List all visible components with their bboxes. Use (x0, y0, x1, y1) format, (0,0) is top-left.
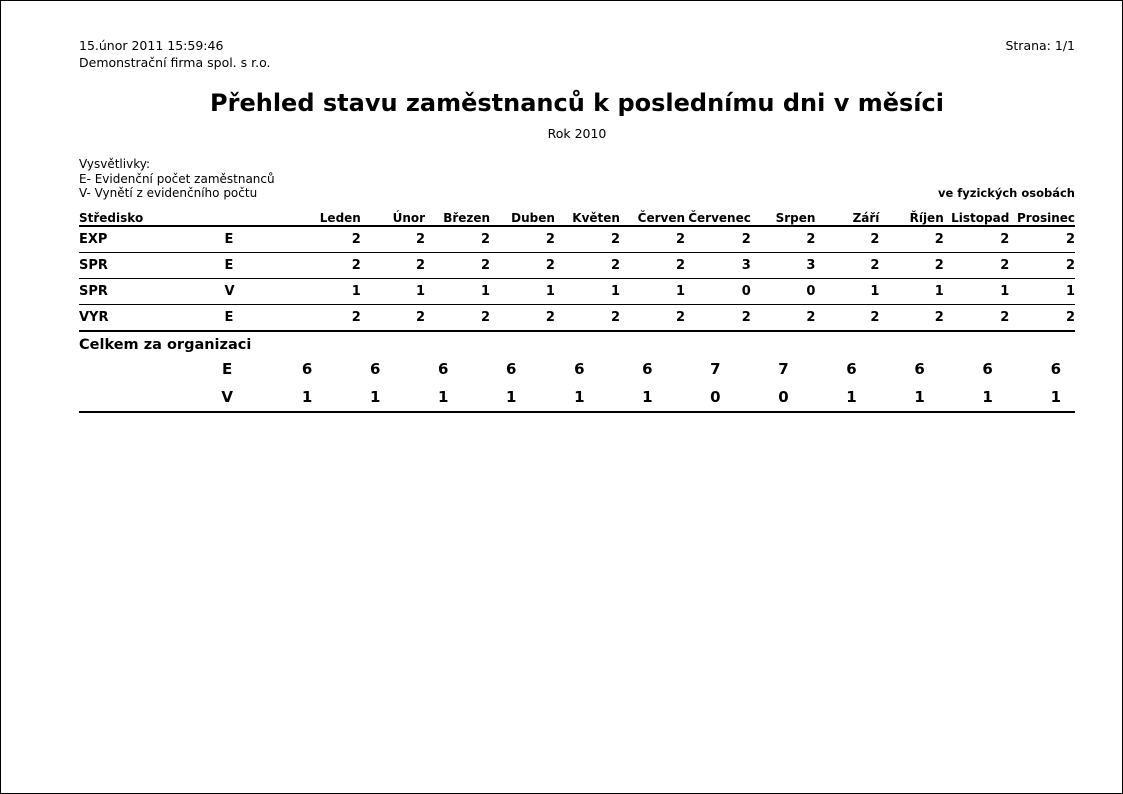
cell-stredisko: SPR (79, 252, 225, 278)
cell-srpen: 2 (751, 304, 816, 331)
cell-type: E (225, 252, 297, 278)
totals-brezen: 6 (437, 359, 449, 378)
cell-leden: 2 (296, 226, 361, 253)
totals-unor: 6 (369, 359, 381, 378)
totals-title: Celkem za organizaci (79, 336, 252, 353)
cell-unor: 2 (361, 304, 425, 331)
cell-srpen: 2 (751, 226, 816, 253)
cell-brezen: 2 (425, 304, 490, 331)
page-subtitle: Rok 2010 (547, 126, 607, 141)
column-header-listopad: Listopad (944, 211, 1010, 226)
column-header-cervenec: Červenec (685, 211, 751, 226)
header-left (79, 37, 271, 71)
totals-duben: 6 (506, 359, 517, 378)
totals-cerven: 1 (599, 383, 667, 412)
totals-prosinec: 1 (1007, 383, 1075, 412)
totals-rijen: 1 (871, 383, 939, 412)
column-header-type (225, 211, 297, 226)
cell-srpen: 3 (751, 252, 816, 278)
cell-prosinec: 2 (1009, 304, 1075, 331)
table-row (79, 226, 1075, 253)
cell-stredisko: EXP (79, 226, 225, 253)
cell-leden: 2 (296, 304, 361, 331)
totals-srpen: 0 (735, 383, 803, 412)
cell-cerven: 2 (620, 226, 685, 253)
column-header-srpen: Srpen (751, 211, 816, 226)
totals-row (79, 355, 1075, 383)
cell-duben: 2 (490, 252, 555, 278)
cell-listopad: 2 (944, 252, 1010, 278)
column-header-cerven: Červen (620, 211, 685, 226)
cell-unor: 1 (361, 278, 425, 304)
column-header-duben: Duben (490, 211, 555, 226)
legend-block (79, 157, 1075, 201)
cell-cerven: 2 (620, 304, 685, 331)
cell-rijen: 1 (879, 278, 943, 304)
cell-prosinec: 2 (1009, 252, 1075, 278)
cell-listopad: 1 (944, 278, 1010, 304)
totals-cervenec: 7 (710, 359, 721, 378)
cell-rijen: 2 (879, 304, 943, 331)
cell-cerven: 1 (620, 278, 685, 304)
column-header-rijen: Říjen (879, 211, 943, 226)
totals-body (79, 355, 1075, 412)
cell-brezen: 2 (425, 252, 490, 278)
totals-label-spacer (79, 355, 196, 383)
cell-brezen: 1 (425, 278, 490, 304)
totals-kveten: 6 (574, 359, 585, 378)
totals-prosinec: 6 (1050, 359, 1061, 378)
cell-listopad: 2 (944, 226, 1010, 253)
totals-rijen: 6 (914, 359, 925, 378)
column-header-kveten: Květen (555, 211, 620, 226)
cell-unor: 2 (361, 252, 425, 278)
cell-duben: 2 (490, 226, 555, 253)
table-row (79, 278, 1075, 304)
totals-type: E (222, 359, 233, 378)
cell-srpen: 0 (751, 278, 816, 304)
cell-zari: 2 (815, 304, 879, 331)
totals-row (79, 383, 1075, 412)
legend-line-e: E- Evidenční počet zaměstnanců (79, 171, 275, 186)
cell-type: V (225, 278, 297, 304)
cell-leden: 2 (296, 252, 361, 278)
cell-cervenec: 2 (685, 226, 751, 253)
cell-duben: 1 (490, 278, 555, 304)
cell-prosinec: 1 (1009, 278, 1075, 304)
cell-rijen: 2 (879, 226, 943, 253)
cell-type: E (225, 226, 297, 253)
cell-rijen: 2 (879, 252, 943, 278)
cell-zari: 1 (815, 278, 879, 304)
totals-duben: 1 (462, 383, 530, 412)
table-head (79, 211, 1075, 226)
page-title: Přehled stavu zaměstnanců k poslednímu dni v měsíci (210, 89, 944, 117)
totals-zari: 6 (846, 359, 857, 378)
cell-unor: 2 (361, 226, 425, 253)
cell-cervenec: 0 (685, 278, 751, 304)
report-datetime: 15.únor 2011 15:59:46 (79, 38, 224, 53)
column-header-leden: Leden (296, 211, 361, 226)
employee-table (79, 211, 1075, 332)
cell-stredisko: VYR (79, 304, 225, 331)
totals-table (79, 355, 1075, 413)
totals-cerven: 6 (642, 359, 653, 378)
column-header-prosinec: Prosinec (1009, 211, 1075, 226)
table-header-row (79, 211, 1075, 226)
legend-line-v: V- Vynětí z evidenčního počtu (79, 186, 258, 200)
cell-zari: 2 (815, 252, 879, 278)
column-header-zari: Září (815, 211, 879, 226)
cell-brezen: 2 (425, 226, 490, 253)
cell-type: E (225, 304, 297, 331)
cell-prosinec: 2 (1009, 226, 1075, 253)
totals-leden: 1 (258, 383, 326, 412)
column-header-unor: Únor (361, 211, 425, 226)
cell-kveten: 2 (555, 304, 620, 331)
column-header-brezen: Březen (425, 211, 490, 226)
totals-zari: 1 (803, 383, 871, 412)
totals-type: V (196, 383, 258, 412)
totals-listopad: 6 (982, 359, 993, 378)
totals-unor: 1 (326, 383, 394, 412)
totals-cervenec: 0 (667, 383, 735, 412)
cell-cervenec: 3 (685, 252, 751, 278)
cell-kveten: 2 (555, 226, 620, 253)
totals-brezen: 1 (394, 383, 462, 412)
report-header (79, 37, 1075, 71)
report-company: Demonstrační firma spol. s r.o. (79, 55, 271, 70)
cell-kveten: 2 (555, 252, 620, 278)
totals-leden: 6 (301, 359, 313, 378)
report-content (79, 37, 1075, 413)
table-body (79, 226, 1075, 331)
totals-srpen: 7 (778, 359, 789, 378)
cell-cerven: 2 (620, 252, 685, 278)
cell-leden: 1 (296, 278, 361, 304)
table-row (79, 252, 1075, 278)
totals-kveten: 1 (530, 383, 598, 412)
totals-listopad: 1 (939, 383, 1007, 412)
totals-label-spacer (79, 383, 196, 412)
legend-heading: Vysvětlivky: (79, 157, 150, 171)
table-row (79, 304, 1075, 331)
cell-zari: 2 (815, 226, 879, 253)
page-number: Strana: 1/1 (1005, 38, 1075, 53)
cell-kveten: 1 (555, 278, 620, 304)
cell-stredisko: SPR (79, 278, 225, 304)
cell-duben: 2 (490, 304, 555, 331)
cell-cervenec: 2 (685, 304, 751, 331)
column-header-stredisko: Středisko (79, 211, 225, 226)
units-note: ve fyzických osobách (937, 186, 1075, 200)
cell-listopad: 2 (944, 304, 1010, 331)
